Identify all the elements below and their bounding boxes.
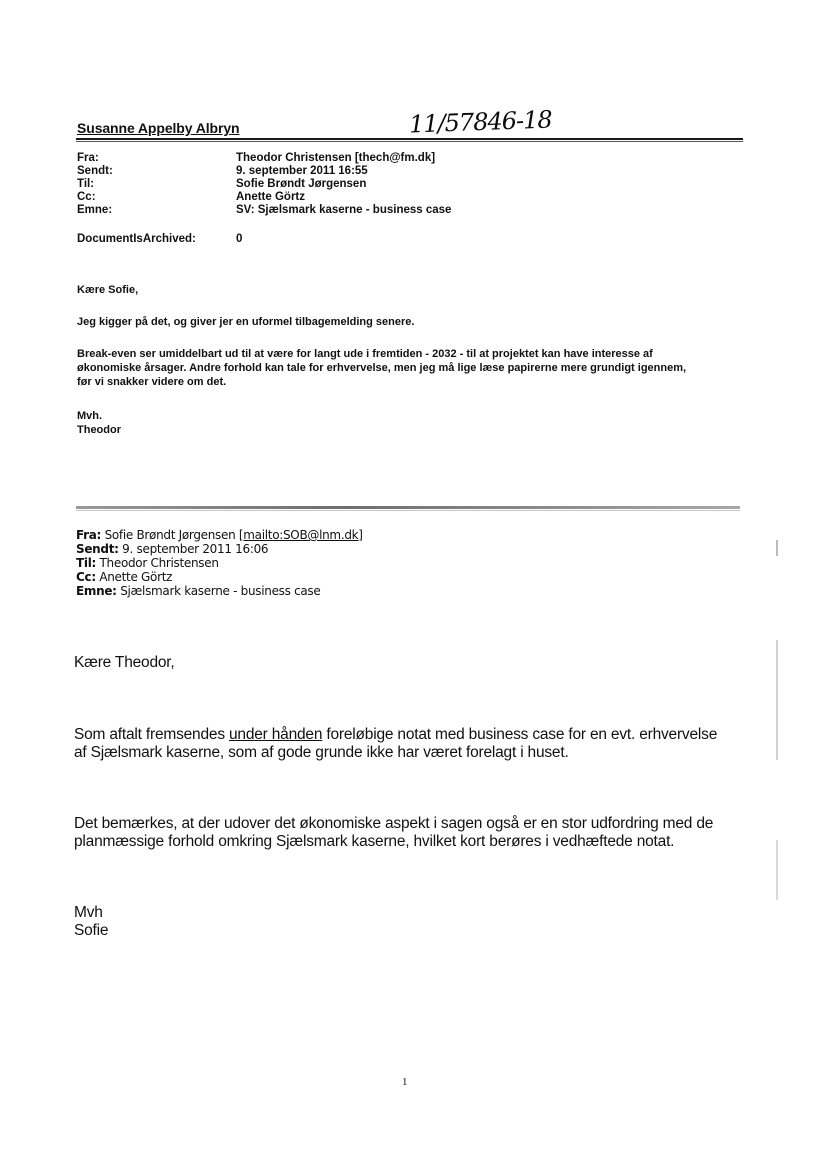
- forwarded-greeting: Kære Theodor,: [74, 654, 175, 671]
- forwarded-subject-line: [76, 584, 320, 598]
- archived-value: 0: [236, 233, 243, 245]
- forwarded-sent-line: [76, 542, 268, 556]
- forwarded-from-label: Fra:: [76, 528, 102, 542]
- forwarded-cc-line: [76, 570, 172, 584]
- forwarded-closing: Mvh: [74, 904, 103, 921]
- reply-paragraph-1: Jeg kigger på det, og giver jer en uformel tilbagemelding senere.: [77, 316, 415, 328]
- forwarded-to-value: Theodor Christensen: [99, 556, 219, 570]
- forwarded-sent-value: 9. september 2011 16:06: [122, 542, 269, 556]
- forwarded-from-line: [76, 528, 363, 542]
- archived-label: DocumentIsArchived:: [77, 233, 196, 245]
- forwarded-cc-label: Cc:: [76, 570, 96, 584]
- forwarded-subject-value: Sjælsmark kaserne - business case: [120, 584, 321, 598]
- reply-closing: Mvh.: [77, 410, 103, 422]
- forwarded-signature: Sofie: [74, 922, 109, 939]
- reply-greeting: Kære Sofie,: [77, 284, 139, 296]
- forwarded-cc-value: Anette Görtz: [99, 570, 173, 584]
- scan-edge-mark: [776, 840, 778, 900]
- sent-value: 9. september 2011 16:55: [236, 165, 368, 177]
- forwarded-from-value: Sofie Brøndt Jørgensen: [104, 528, 236, 542]
- forwarded-paragraph-1-line-1: [74, 726, 754, 744]
- reply-paragraph-2-line-2: økonomiske årsager. Andre forhold kan tale for erhvervelse, men jeg må lige læse papirerne mere grundigt igennem,: [77, 362, 687, 374]
- reply-signature: Theodor: [77, 424, 121, 436]
- to-value: Sofie Brøndt Jørgensen: [236, 178, 367, 190]
- forwarded-to-label: Til:: [76, 556, 97, 570]
- from-label: Fra:: [77, 152, 99, 164]
- forwarded-message-divider-shadow: [76, 510, 740, 511]
- forwarded-paragraph-1-line-2: af Sjælsmark kaserne, som af gode grunde ikke har været forelagt i huset.: [74, 744, 569, 761]
- reply-paragraph-2-line-1: Break-even ser umiddelbart ud til at være for langt ude i fremtiden - 2032 - til at projektet kan have interesse af: [77, 348, 653, 360]
- forwarded-paragraph-1-pre: Som aftalt fremsendes: [74, 726, 229, 743]
- to-label: Til:: [77, 178, 95, 190]
- scan-edge-mark: [776, 540, 778, 556]
- forwarded-mailto-link[interactable]: [mailto:SOB@lnm.dk]: [238, 528, 363, 542]
- from-value: Theodor Christensen [thech@fm.dk]: [236, 152, 436, 164]
- document-owner-name: Susanne Appelby Albryn: [77, 120, 240, 136]
- forwarded-paragraph-2-line-2: planmæssige forhold omkring Sjælsmark kaserne, hvilket kort berøres i vedhæftede notat.: [74, 833, 675, 850]
- forwarded-paragraph-2-line-1: Det bemærkes, at der udover det økonomiske aspekt i sagen også er en stor udfordring med de: [74, 815, 714, 832]
- subject-value: SV: Sjælsmark kaserne - business case: [236, 204, 452, 216]
- handwritten-reference-number: 11/57846-18: [408, 105, 553, 139]
- header-divider-secondary: [76, 141, 743, 142]
- header-divider: [76, 138, 743, 140]
- forwarded-subject-label: Emne:: [76, 584, 117, 598]
- sent-label: Sendt:: [77, 165, 113, 177]
- forwarded-to-line: [76, 556, 219, 570]
- cc-label: Cc:: [77, 191, 96, 203]
- forwarded-message-divider: [76, 506, 740, 509]
- subject-label: Emne:: [77, 204, 113, 216]
- scan-edge-mark: [776, 640, 778, 760]
- forwarded-paragraph-1-post: foreløbige notat med business case for en evt. erhvervelse: [322, 726, 718, 743]
- reply-paragraph-2-line-3: før vi snakker videre om det.: [77, 376, 227, 388]
- cc-value: Anette Görtz: [236, 191, 305, 203]
- forwarded-underlined-phrase: under hånden: [228, 726, 323, 743]
- page-number: 1: [402, 1076, 408, 1088]
- forwarded-sent-label: Sendt:: [76, 542, 119, 556]
